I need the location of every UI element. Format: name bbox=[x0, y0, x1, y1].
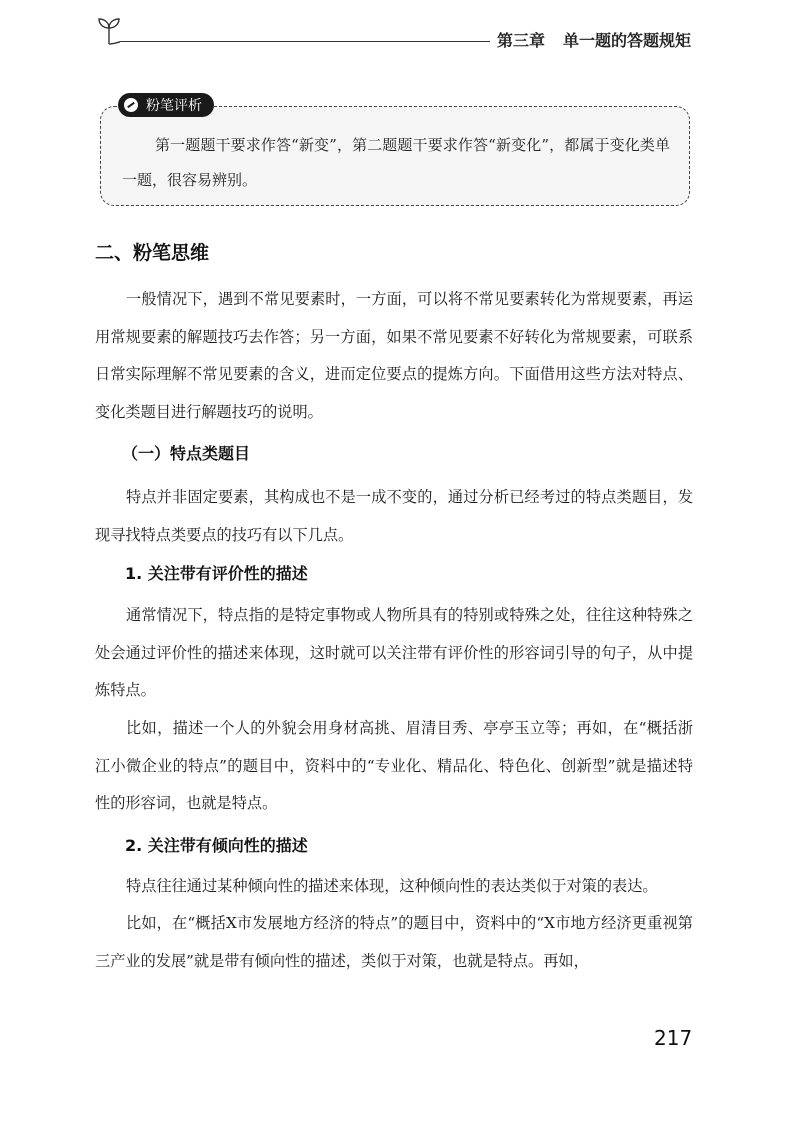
comment-tag bbox=[118, 93, 214, 117]
header-rule bbox=[120, 41, 490, 42]
item1-heading: 1. 关注带有评价性的描述 bbox=[125, 564, 308, 583]
sub-heading: （一）特点类题目 bbox=[122, 444, 251, 463]
item2-heading: 2. 关注带有倾向性的描述 bbox=[125, 836, 308, 855]
section-intro: 一般情况下，遇到不常见要素时，一方面，可以将不常见要素转化为常规要素，再运用常规要素的解题技巧去作答；另一方面，如果不常见要素不好转化为常规要素，可联系日常实际理解不常见要素的含义，进而定位要点的提炼方向。下面借用这些方法对特点、变化类题目进行解题技巧的说明。 bbox=[95, 290, 693, 421]
item1-para2: 比如，描述一个人的外貌会用身材高挑、眉清目秀、亭亭玉立等；再如，在“概括浙江小微企业的特点”的题目中，资料中的“专业化、精品化、特色化、创新型”就是描述特性的形容词，也就是特点。 bbox=[95, 719, 693, 812]
comment-text: 第一题题干要求作答“新变”，第二题题干要求作答“新变化”，都属于变化类单一题，很容易辨别。 bbox=[122, 136, 670, 189]
page-number: 217 bbox=[654, 1026, 693, 1050]
comment-tag-label: 粉笔评析 bbox=[146, 98, 202, 114]
running-header bbox=[497, 28, 691, 51]
section-heading: 二、粉笔思维 bbox=[95, 242, 210, 264]
pen-icon bbox=[124, 98, 138, 112]
item2-para1: 特点往往通过某种倾向性的描述来体现，这种倾向性的表达类似于对策的表达。 bbox=[126, 877, 658, 895]
item2-para2: 比如，在“概括X市发展地方经济的特点”的题目中，资料中的“X市地方经济更重视第三产业的发展”就是带有倾向性的描述，类似于对策，也就是特点。再如， bbox=[95, 914, 693, 970]
item1-para1: 通常情况下，特点指的是特定事物或人物所具有的特别或特殊之处，往往这种特殊之处会通过评价性的描述来体现，这时就可以关注带有评价性的形容词引导的句子，从中提炼特点。 bbox=[95, 606, 693, 699]
sub-intro: 特点并非固定要素，其构成也不是一成不变的，通过分析已经考过的特点类题目，发现寻找特点类要点的技巧有以下几点。 bbox=[95, 488, 693, 544]
chapter-title: 单一题的答题规矩 bbox=[563, 31, 692, 50]
chapter-number: 第三章 bbox=[497, 31, 546, 50]
